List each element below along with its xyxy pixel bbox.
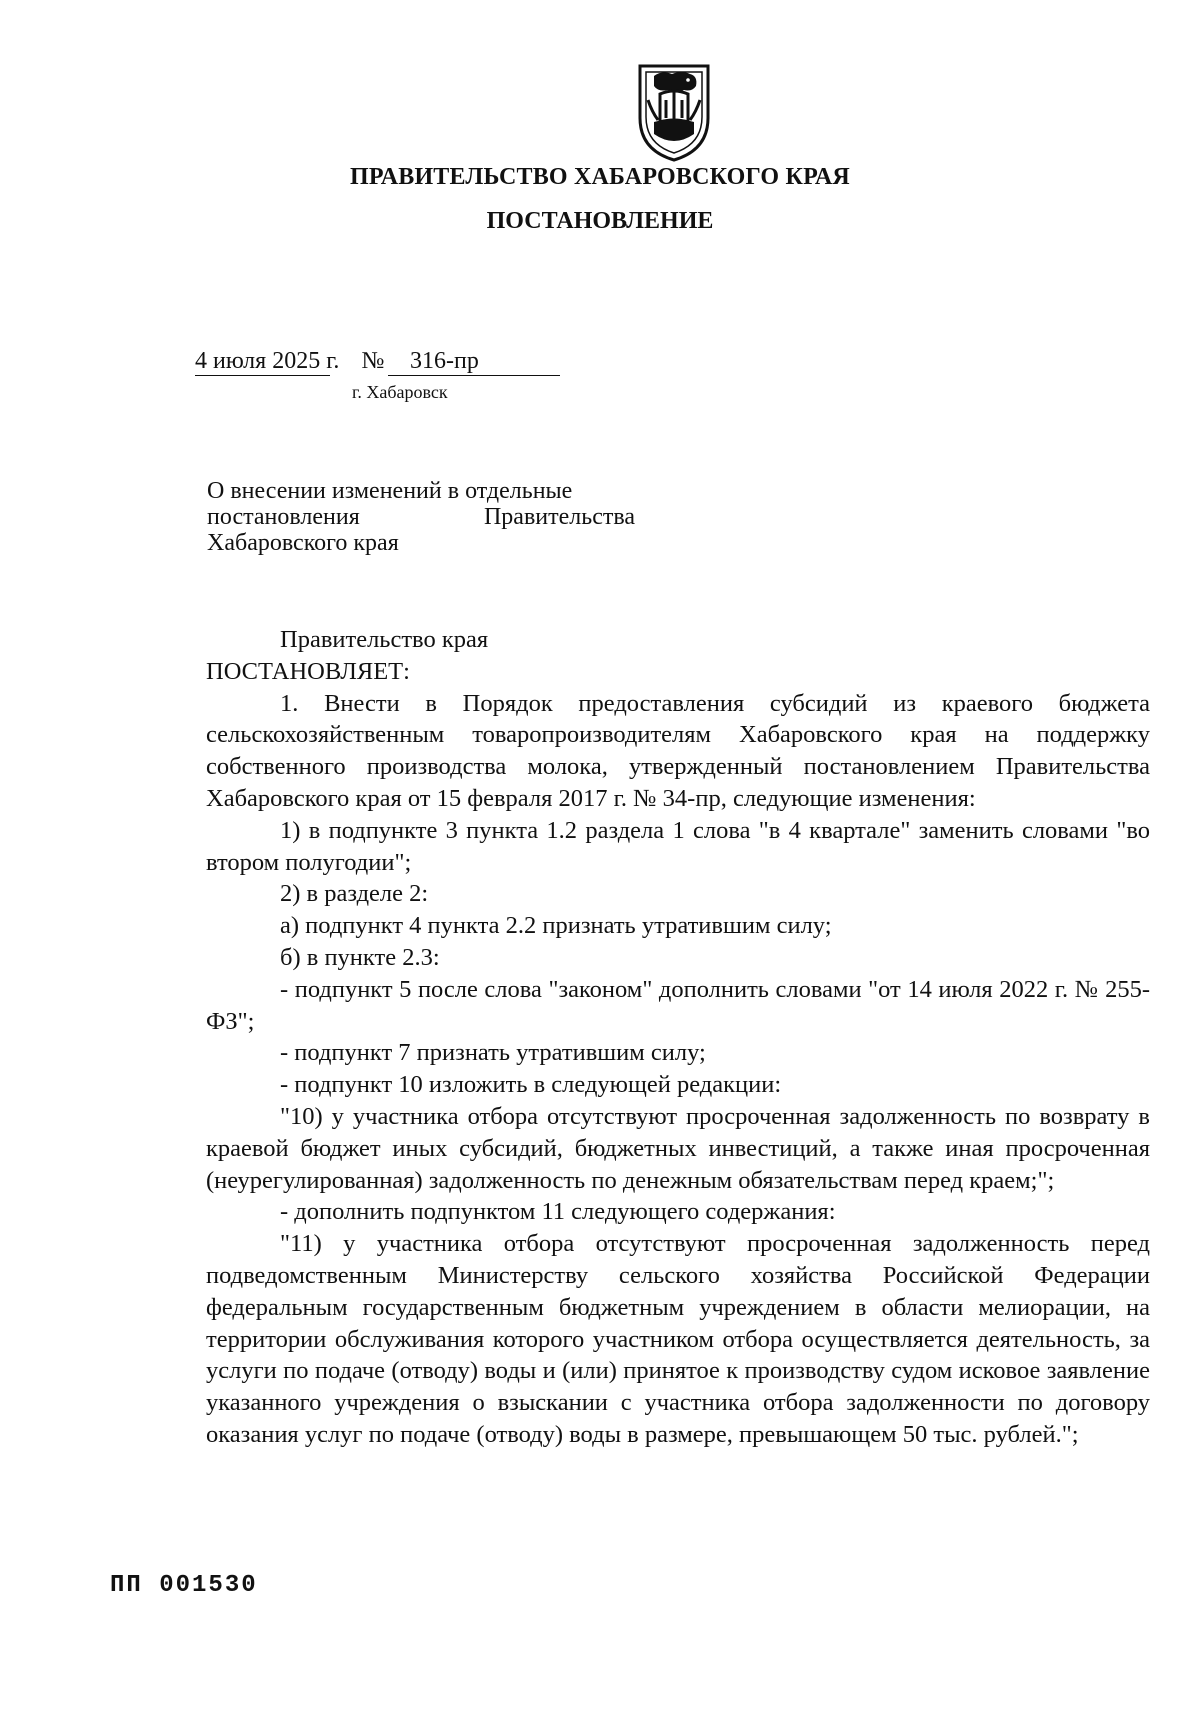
body-paragraph: б) в пункте 2.3: bbox=[280, 943, 440, 971]
body-paragraph: 2) в разделе 2: bbox=[280, 880, 429, 908]
body-paragraph: а) подпункт 4 пункта 2.2 признать утратившим силу; bbox=[280, 912, 832, 940]
body-paragraph: - подпункт 10 изложить в следующей редакции: bbox=[280, 1071, 782, 1099]
subject-line: О внесении изменений в отдельные bbox=[207, 478, 573, 504]
body-paragraph: - подпункт 5 после слова "законом" дополнить словами "от 14 июля 2022 г. № 255-ФЗ"; bbox=[206, 975, 1150, 1035]
form-serial-code: ПП 001530 bbox=[110, 1572, 258, 1599]
body-paragraph: "10) у участника отбора отсутствуют просроченная задолженность по возврату в краевой бюджет иных субсидий, бюджетных инвестиций, а также иная просроченная (неурегулированная) задолженность по денежным обязательствам перед краем;"; bbox=[206, 1102, 1150, 1194]
document-date: 4 июля 2025 г. bbox=[195, 348, 340, 374]
document-number: 316-пр bbox=[388, 348, 560, 376]
body-paragraph: 1. Внести в Порядок предоставления субсидий из краевого бюджета сельскохозяйственным товаропроизводителям Хабаровского края на поддержку собственного производства молока, утвержденный постановлением Правительства Хабаровского края от 15 февраля 2017 г. № 34-пр, следующие изменения: bbox=[206, 689, 1150, 812]
coat-of-arms-emblem bbox=[632, 60, 716, 162]
preamble: Правительство края bbox=[280, 626, 489, 653]
resolves-heading: ПОСТАНОВЛЯЕТ: bbox=[206, 657, 410, 685]
subject-line: постановления Правительства bbox=[207, 504, 635, 530]
document-type-title: ПОСТАНОВЛЕНИЕ bbox=[486, 208, 714, 234]
body-paragraph: - подпункт 7 признать утратившим силу; bbox=[280, 1039, 706, 1067]
document-body bbox=[206, 624, 1150, 1451]
number-sign: № bbox=[361, 348, 385, 374]
body-paragraph: "11) у участника отбора отсутствуют просроченная задолженность перед подведомственным Министерству сельского хозяйства Российской Федерации федеральным государственным бюджетным учреждением в области мелиорации, на территории обслуживания которого участником отбора осуществляется деятельность, за услуги по подаче (отводу) воды и (или) принятое к производству судом исковое заявление указанного учреждения о взыскании с участника отбора задолженности по договору оказания услуг по подаче (отводу) воды в размере, превышающем 50 тыс. рублей."; bbox=[206, 1230, 1150, 1448]
document-subject bbox=[207, 478, 635, 556]
subject-line: Хабаровского края bbox=[207, 530, 399, 556]
date-number-line bbox=[195, 348, 560, 376]
government-title: ПРАВИТЕЛЬСТВО ХАБАРОВСКОГО КРАЯ bbox=[350, 164, 850, 190]
document-city: г. Хабаровск bbox=[352, 382, 448, 402]
body-paragraph: 1) в подпункте 3 пункта 1.2 раздела 1 слова "в 4 квартале" заменить словами "во втором полугодии"; bbox=[206, 816, 1150, 876]
body-paragraph: - дополнить подпунктом 11 следующего содержания: bbox=[280, 1198, 836, 1226]
